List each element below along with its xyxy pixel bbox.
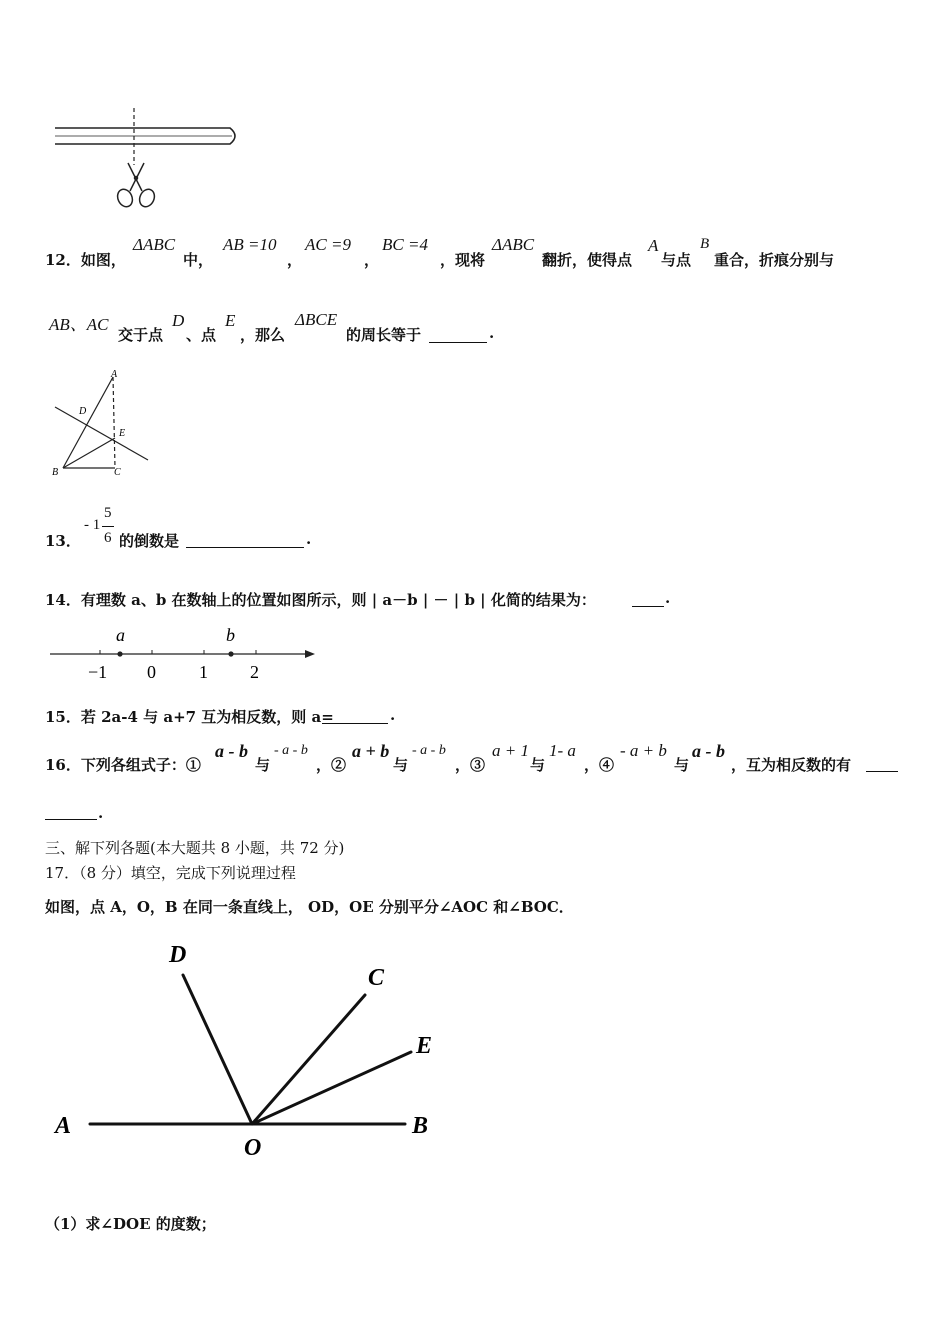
q16-expr-4b: a - b — [692, 741, 725, 761]
q12-text: 翻折，使得点 — [542, 251, 633, 269]
q13-mixed-neg: - 1 — [84, 517, 101, 533]
q15-text: 15．若 2a-4 与 a+7 互为相反数，则 a= — [45, 708, 334, 726]
q16-expr-4a: - a + b — [620, 741, 667, 760]
q13-text: 的倒数是 — [119, 532, 180, 550]
fig17-label-d: D — [169, 942, 187, 968]
q16-answer-blank — [866, 770, 898, 772]
q12-text: ，现将 — [440, 251, 486, 269]
fig17-label-o: O — [244, 1135, 262, 1161]
q12-triangle-bce: ΔBCE — [295, 310, 338, 329]
q13-denominator: 6 — [104, 530, 112, 546]
q12-ac-length: AC =9 — [305, 235, 351, 254]
q12-bc-length: BC =4 — [382, 235, 428, 254]
q16-expr-2b: - a - b — [412, 743, 446, 758]
angle-figure — [45, 935, 455, 1165]
q17-subquestion-1: （1）求∠DOE 的度数； — [45, 1215, 216, 1233]
q12-point-d: D — [172, 311, 185, 330]
fig17-label-c: C — [368, 965, 385, 991]
q16-expr-1b: - a - b — [274, 743, 308, 758]
q12-answer-blank — [429, 341, 487, 343]
q17-title: 17．（8 分）填空，完成下列说理过程 — [45, 864, 296, 882]
q13-numerator: 5 — [104, 505, 112, 521]
q16-expr-3b: 1- a — [549, 741, 576, 760]
q12-triangle-abc: ΔABC — [133, 235, 176, 254]
q12-text: 中， — [183, 251, 214, 269]
q16-lead: 16．下列各组式子：① — [45, 756, 201, 774]
q14-answer-blank — [632, 605, 664, 607]
q12-triangle-abc: ΔABC — [492, 235, 535, 254]
point-b — [228, 651, 233, 656]
q12-fig-label-c: C — [114, 467, 121, 478]
q12-text: ，那么 — [240, 326, 286, 344]
q16-answer-blank-cont — [45, 818, 97, 820]
q12-ab-length: AB =10 — [223, 235, 277, 254]
q12-triangle-figure — [45, 362, 160, 482]
point-a — [117, 651, 122, 656]
fig17-label-b: B — [412, 1113, 429, 1139]
q12-text: 交于点 — [118, 326, 164, 344]
q12-text: 的周长等于 — [346, 326, 422, 344]
q17-description: 如图，点 A，O，B 在同一条直线上， OD，OE 分别平分∠AOC 和∠BOC． — [45, 898, 574, 916]
scissors-strip-figure — [50, 105, 250, 215]
q12-point-b: B — [700, 236, 710, 252]
q12-point-e: E — [225, 311, 236, 330]
q16-expr-3a: a + 1 — [492, 741, 529, 760]
q15-answer-blank — [322, 722, 388, 724]
tick-label-1: 1 — [199, 662, 208, 682]
q12-fig-label-e: E — [119, 428, 126, 439]
q16-tail: ，互为相反数的有 — [731, 756, 852, 774]
fig17-label-e: E — [416, 1033, 433, 1059]
q13-answer-blank — [186, 546, 304, 548]
q12-point-a: A — [648, 236, 659, 255]
q12-number: 12．如图， — [45, 251, 126, 269]
fig17-label-a: A — [55, 1113, 72, 1139]
section-heading: 三、解下列各题(本大题共 8 小题，共 72 分) — [45, 839, 345, 857]
q16-expr-2a: a + b — [352, 741, 390, 761]
q12-text: 与点 — [661, 251, 692, 269]
numline-label-b: b — [226, 625, 235, 645]
scissors-icon — [115, 163, 157, 209]
q13-fraction-bar — [102, 526, 114, 527]
q14-text: 14．有理数 a、b 在数轴上的位置如图所示，则 | a－b | － | b | 化简的结果为： — [45, 591, 596, 609]
tick-label-0: 0 — [147, 662, 156, 682]
q12-fig-label-a: A — [111, 369, 118, 380]
tick-label-2: 2 — [250, 662, 259, 682]
number-line-figure — [45, 622, 325, 684]
q12-fig-label-b: B — [52, 467, 59, 478]
q12-ab-ac: AB、AC — [49, 315, 109, 334]
numline-label-a: a — [116, 625, 125, 645]
q12-text: 重合，折痕分别与 — [714, 251, 835, 269]
q13-number: 13． — [45, 532, 81, 550]
q16-expr-1a: a - b — [215, 741, 248, 761]
q12-fig-label-d: D — [79, 406, 87, 417]
tick-label-neg1: −1 — [88, 662, 108, 682]
q12-text: 、点 — [186, 326, 217, 344]
